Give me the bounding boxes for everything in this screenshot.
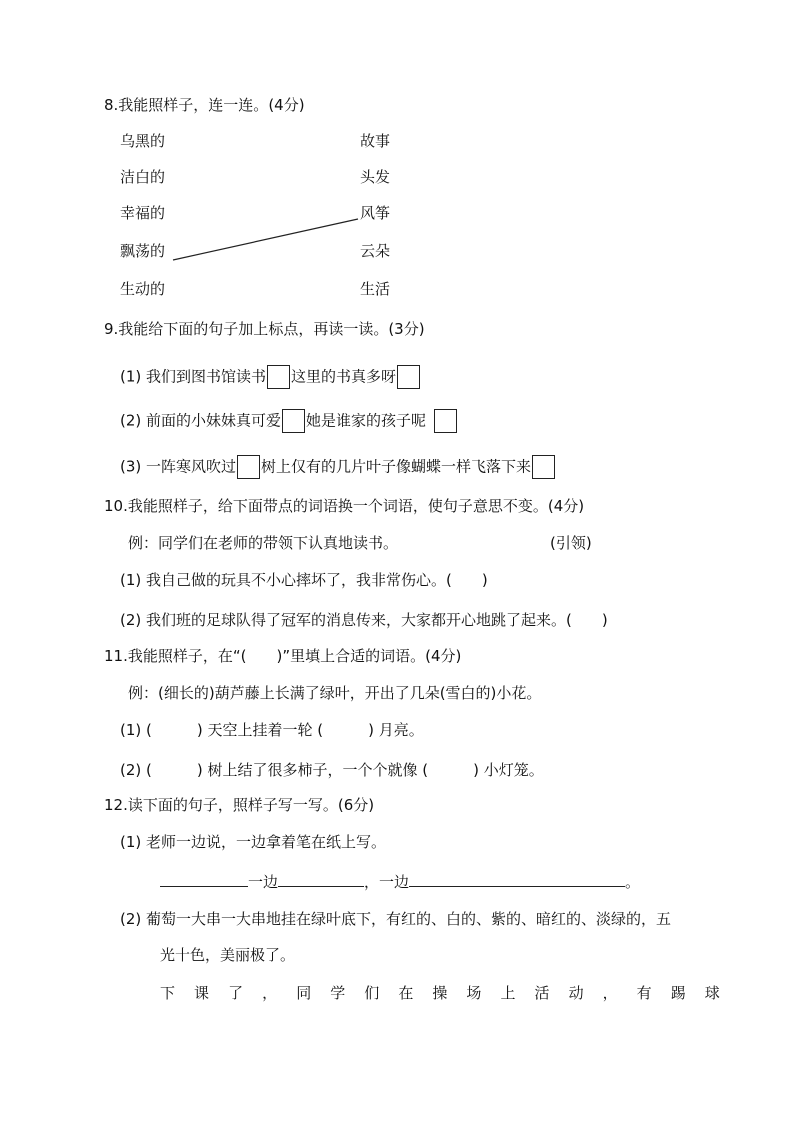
q9-sentence-3 <box>120 455 556 479</box>
q10-item-2: (2) 我们班的足球队得了冠军的消息传来，大家都开心地跳了起来。( ) <box>120 611 608 629</box>
q8-left-4: 飘荡的 <box>120 242 166 260</box>
q12-title: 12.读下面的句子，照样子写一写。(6分) <box>104 796 375 814</box>
q12-blank-1[interactable] <box>160 870 248 887</box>
q12-char: 在 <box>398 984 414 1002</box>
q12-item-1: (1) 老师一边说，一边拿着笔在纸上写。 <box>120 833 387 851</box>
q12-char: 课 <box>194 984 210 1002</box>
q8-right-1: 故事 <box>360 132 391 150</box>
q11-item-2: (2) ( ) 树上结了很多柿子，一个个就像 ( ) 小灯笼。 <box>120 761 544 779</box>
q11-title: 11.我能照样子，在“( )”里填上合适的词语。(4分) <box>104 647 462 665</box>
q12-char: 场 <box>466 984 482 1002</box>
q12-char: 们 <box>364 984 380 1002</box>
q12-char: 有 <box>636 984 652 1002</box>
q9-s1-blank-2[interactable] <box>397 365 420 389</box>
q9-title: 9.我能给下面的句子加上标点，再读一读。(3分) <box>104 320 425 338</box>
q12-char: 活 <box>534 984 550 1002</box>
q9-s1-blank-1[interactable] <box>267 365 290 389</box>
q9-s3-part-b: 树上仅有的几片叶子像蝴蝶一样飞落下来 <box>261 457 532 476</box>
q12-item-2-line-3 <box>160 982 720 1004</box>
q12-item-2-line-1: (2) 葡萄一大串一大串地挂在绿叶底下，有红的、白的、紫的、暗红的、淡绿的，五 <box>120 910 672 928</box>
q9-sentence-1 <box>120 365 421 389</box>
q12-char: 操 <box>432 984 448 1002</box>
q12-char: 下 <box>160 984 176 1002</box>
q10-example: 例：同学们在老师的带领下认真地读书。 <box>128 534 399 552</box>
q12-char: 了 <box>228 984 244 1002</box>
q9-s3-part-a: (3) 一阵寒风吹过 <box>120 457 237 476</box>
q9-s2-part-a: (2) 前面的小妹妹真可爱 <box>120 411 282 430</box>
q8-left-2: 洁白的 <box>120 168 166 186</box>
q9-s3-blank-2[interactable] <box>532 455 555 479</box>
q12-char: 学 <box>330 984 346 1002</box>
q12-fill-frame <box>160 870 640 893</box>
q8-right-3: 风筝 <box>360 204 391 222</box>
q10-title: 10.我能照样子，给下面带点的词语换一个词语，使句子意思不变。(4分) <box>104 497 585 515</box>
q12-char: 踢 <box>670 984 686 1002</box>
q9-s1-part-a: (1) 我们到图书馆读书 <box>120 367 267 386</box>
q9-sentence-2 <box>120 409 458 433</box>
q9-s3-blank-1[interactable] <box>237 455 260 479</box>
q12-item-2-line-2: 光十色，美丽极了。 <box>160 946 296 964</box>
q8-title: 8.我能照样子，连一连。(4分) <box>104 96 305 114</box>
q9-s2-blank-1[interactable] <box>282 409 305 433</box>
q11-example: 例：(细长的)葫芦藤上长满了绿叶，开出了几朵(雪白的)小花。 <box>128 684 542 702</box>
q12-char: ， <box>262 984 278 1002</box>
q12-char: ， <box>602 984 618 1002</box>
q8-right-2: 头发 <box>360 168 391 186</box>
q8-right-5: 生活 <box>360 280 391 298</box>
q12-blank-3[interactable] <box>409 870 625 887</box>
q9-s2-blank-2[interactable] <box>434 409 457 433</box>
q12-frame-b: ，一边 <box>364 873 410 891</box>
q12-char: 同 <box>296 984 312 1002</box>
q10-item-1: (1) 我自己做的玩具不小心摔坏了，我非常伤心。( ) <box>120 571 488 589</box>
q11-item-1: (1) ( ) 天空上挂着一轮 ( ) 月亮。 <box>120 721 424 739</box>
q12-char: 动 <box>568 984 584 1002</box>
q8-left-5: 生动的 <box>120 280 166 298</box>
q9-s2-part-b: 她是谁家的孩子呢 <box>306 411 427 430</box>
q12-char: 球 <box>704 984 720 1002</box>
q12-frame-a: 一边 <box>248 873 279 891</box>
q8-left-3: 幸福的 <box>120 204 166 222</box>
q8-example-connector <box>173 219 358 260</box>
q8-right-4: 云朵 <box>360 242 391 260</box>
q9-s1-part-b: 这里的书真多呀 <box>291 367 397 386</box>
q10-example-answer: (引领) <box>550 534 592 552</box>
q12-frame-end: 。 <box>625 873 641 891</box>
q12-blank-2[interactable] <box>278 870 364 887</box>
q12-char: 上 <box>500 984 516 1002</box>
q8-left-1: 乌黑的 <box>120 132 166 150</box>
